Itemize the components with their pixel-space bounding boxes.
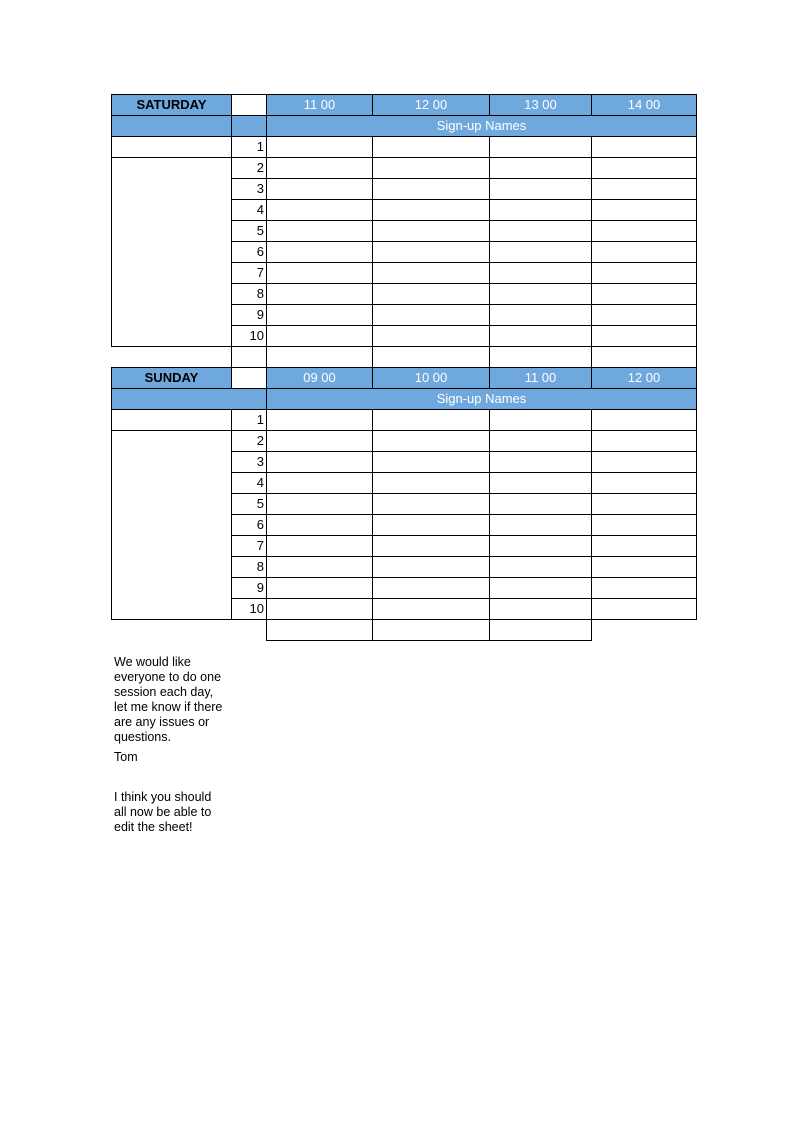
sunday-signup-cell[interactable] <box>266 493 373 515</box>
sunday-signup-cell[interactable] <box>266 535 373 557</box>
sunday-signup-cell[interactable] <box>372 598 490 620</box>
note-line: are any issues or <box>114 715 210 729</box>
saturday-day-label: SATURDAY <box>111 94 232 116</box>
saturday-signup-cell[interactable] <box>266 325 373 347</box>
saturday-signup-cell[interactable] <box>489 178 592 200</box>
sunday-signup-cell[interactable] <box>266 556 373 578</box>
sunday-header-blank-cell[interactable] <box>231 367 267 389</box>
sunday-time-slot-4[interactable]: 12 00 <box>591 367 697 389</box>
sunday-signup-cell[interactable] <box>489 577 592 599</box>
sunday-time-slot-1[interactable]: 09 00 <box>266 367 373 389</box>
saturday-signup-left-cell <box>111 115 232 137</box>
sunday-signup-cell[interactable] <box>591 472 697 494</box>
saturday-time-slot-4[interactable]: 14 00 <box>591 94 697 116</box>
saturday-signup-names-header: Sign-up Names <box>266 115 697 137</box>
sunday-signup-names-header: Sign-up Names <box>266 388 697 410</box>
saturday-signup-cell[interactable] <box>372 178 490 200</box>
saturday-signup-cell[interactable] <box>266 157 373 179</box>
saturday-extra-cell[interactable] <box>266 346 373 368</box>
note-line: let me know if there <box>114 700 223 714</box>
saturday-signup-cell[interactable] <box>489 325 592 347</box>
sunday-signup-cell[interactable] <box>372 514 490 536</box>
sunday-row-number: 3 <box>231 451 267 473</box>
sunday-row-number: 7 <box>231 535 267 557</box>
note-line: session each day, <box>114 685 214 699</box>
saturday-signup-cell[interactable] <box>372 220 490 242</box>
sunday-signup-cell[interactable] <box>372 472 490 494</box>
saturday-signup-cell[interactable] <box>266 304 373 326</box>
sunday-signup-cell[interactable] <box>266 430 373 452</box>
saturday-header-blank-cell[interactable] <box>231 94 267 116</box>
saturday-signup-cell[interactable] <box>266 178 373 200</box>
saturday-row-number: 9 <box>231 304 267 326</box>
note-line: I think you should <box>114 790 212 804</box>
sunday-signup-cell[interactable] <box>489 514 592 536</box>
sunday-signup-cell[interactable] <box>266 451 373 473</box>
sunday-extra-cell[interactable] <box>266 619 373 641</box>
saturday-signup-cell[interactable] <box>372 304 490 326</box>
sunday-signup-cell[interactable] <box>489 556 592 578</box>
saturday-signup-cell[interactable] <box>372 241 490 263</box>
saturday-extra-cell[interactable] <box>372 346 490 368</box>
saturday-signup-num-cell <box>231 115 267 137</box>
note-line: We would like <box>114 655 191 669</box>
sunday-row-number: 10 <box>231 598 267 620</box>
sunday-signup-cell[interactable] <box>591 493 697 515</box>
sunday-time-slot-3[interactable]: 11 00 <box>489 367 592 389</box>
sunday-signup-cell[interactable] <box>372 430 490 452</box>
sunday-signup-left-cell <box>111 388 267 410</box>
sunday-row-number: 5 <box>231 493 267 515</box>
saturday-signup-cell[interactable] <box>489 220 592 242</box>
saturday-signup-cell[interactable] <box>266 136 373 158</box>
saturday-signup-cell[interactable] <box>591 304 697 326</box>
sunday-signup-cell[interactable] <box>591 430 697 452</box>
saturday-signup-cell[interactable] <box>591 325 697 347</box>
saturday-signup-cell[interactable] <box>372 157 490 179</box>
sunday-signup-cell[interactable] <box>489 472 592 494</box>
sunday-row-number: 4 <box>231 472 267 494</box>
saturday-time-slot-1[interactable]: 11 00 <box>266 94 373 116</box>
saturday-signup-cell[interactable] <box>489 283 592 305</box>
saturday-signup-cell[interactable] <box>591 199 697 221</box>
saturday-signup-cell[interactable] <box>591 157 697 179</box>
sunday-row-number: 9 <box>231 577 267 599</box>
saturday-row-number: 2 <box>231 157 267 179</box>
saturday-signup-cell[interactable] <box>489 199 592 221</box>
sunday-signup-cell[interactable] <box>372 556 490 578</box>
saturday-extra-cell[interactable] <box>489 346 592 368</box>
sunday-signup-cell[interactable] <box>591 577 697 599</box>
sunday-merged-name-cell[interactable] <box>111 430 232 620</box>
saturday-signup-cell[interactable] <box>591 262 697 284</box>
sunday-signup-cell[interactable] <box>489 535 592 557</box>
saturday-signup-cell[interactable] <box>266 199 373 221</box>
sunday-signup-cell[interactable] <box>372 451 490 473</box>
sunday-signup-cell[interactable] <box>266 409 373 431</box>
saturday-row-number: 8 <box>231 283 267 305</box>
saturday-row-number: 6 <box>231 241 267 263</box>
saturday-signup-cell[interactable] <box>372 325 490 347</box>
saturday-signup-cell[interactable] <box>591 220 697 242</box>
sunday-signup-cell[interactable] <box>591 514 697 536</box>
sunday-signup-cell[interactable] <box>266 514 373 536</box>
saturday-signup-cell[interactable] <box>489 157 592 179</box>
signature: Tom <box>114 750 138 764</box>
sunday-signup-cell[interactable] <box>372 577 490 599</box>
sunday-signup-cell[interactable] <box>489 430 592 452</box>
saturday-signup-cell[interactable] <box>372 136 490 158</box>
sunday-signup-cell[interactable] <box>489 598 592 620</box>
saturday-row-number: 3 <box>231 178 267 200</box>
sunday-signup-cell[interactable] <box>266 577 373 599</box>
sunday-signup-cell[interactable] <box>489 493 592 515</box>
sunday-signup-cell[interactable] <box>489 451 592 473</box>
note-line: all now be able to <box>114 805 212 819</box>
note-line: edit the sheet! <box>114 820 193 834</box>
saturday-signup-cell[interactable] <box>591 241 697 263</box>
saturday-signup-cell[interactable] <box>372 199 490 221</box>
saturday-signup-cell[interactable] <box>266 262 373 284</box>
saturday-signup-cell[interactable] <box>266 220 373 242</box>
saturday-merged-name-cell[interactable] <box>111 157 232 347</box>
note-line: questions. <box>114 730 171 744</box>
saturday-signup-cell[interactable] <box>266 241 373 263</box>
saturday-signup-cell[interactable] <box>372 283 490 305</box>
sunday-row-number: 1 <box>231 409 267 431</box>
saturday-time-slot-2[interactable]: 12 00 <box>372 94 490 116</box>
sunday-signup-cell[interactable] <box>591 598 697 620</box>
sunday-extra-cell[interactable] <box>372 619 490 641</box>
sunday-signup-cell[interactable] <box>266 598 373 620</box>
sunday-signup-cell[interactable] <box>372 409 490 431</box>
sunday-time-slot-2[interactable]: 10 00 <box>372 367 490 389</box>
sunday-signup-cell[interactable] <box>489 409 592 431</box>
sunday-row-number: 2 <box>231 430 267 452</box>
sunday-signup-cell[interactable] <box>591 556 697 578</box>
sunday-row-number: 8 <box>231 556 267 578</box>
saturday-signup-cell[interactable] <box>489 262 592 284</box>
sunday-row-number: 6 <box>231 514 267 536</box>
sunday-day-label: SUNDAY <box>111 367 232 389</box>
saturday-signup-cell[interactable] <box>591 283 697 305</box>
sunday-signup-cell[interactable] <box>372 493 490 515</box>
saturday-signup-cell[interactable] <box>591 178 697 200</box>
saturday-signup-cell[interactable] <box>266 283 373 305</box>
sunday-signup-cell[interactable] <box>591 535 697 557</box>
saturday-row1-name-cell[interactable] <box>111 136 232 158</box>
note-line: everyone to do one <box>114 670 222 684</box>
saturday-signup-cell[interactable] <box>489 136 592 158</box>
saturday-row-number: 10 <box>231 325 267 347</box>
saturday-signup-cell[interactable] <box>372 262 490 284</box>
saturday-row-number: 5 <box>231 220 267 242</box>
saturday-time-slot-3[interactable]: 13 00 <box>489 94 592 116</box>
sunday-row1-name-cell[interactable] <box>111 409 232 431</box>
sunday-signup-cell[interactable] <box>591 409 697 431</box>
saturday-row-number: 1 <box>231 136 267 158</box>
sunday-signup-cell[interactable] <box>591 451 697 473</box>
sunday-signup-cell[interactable] <box>266 472 373 494</box>
saturday-signup-cell[interactable] <box>489 304 592 326</box>
saturday-row-number: 4 <box>231 199 267 221</box>
saturday-signup-cell[interactable] <box>591 136 697 158</box>
saturday-extra-num-cell[interactable] <box>231 346 267 368</box>
saturday-extra-cell[interactable] <box>591 346 697 368</box>
saturday-signup-cell[interactable] <box>489 241 592 263</box>
saturday-row-number: 7 <box>231 262 267 284</box>
sunday-extra-cell[interactable] <box>489 619 592 641</box>
sunday-signup-cell[interactable] <box>372 535 490 557</box>
